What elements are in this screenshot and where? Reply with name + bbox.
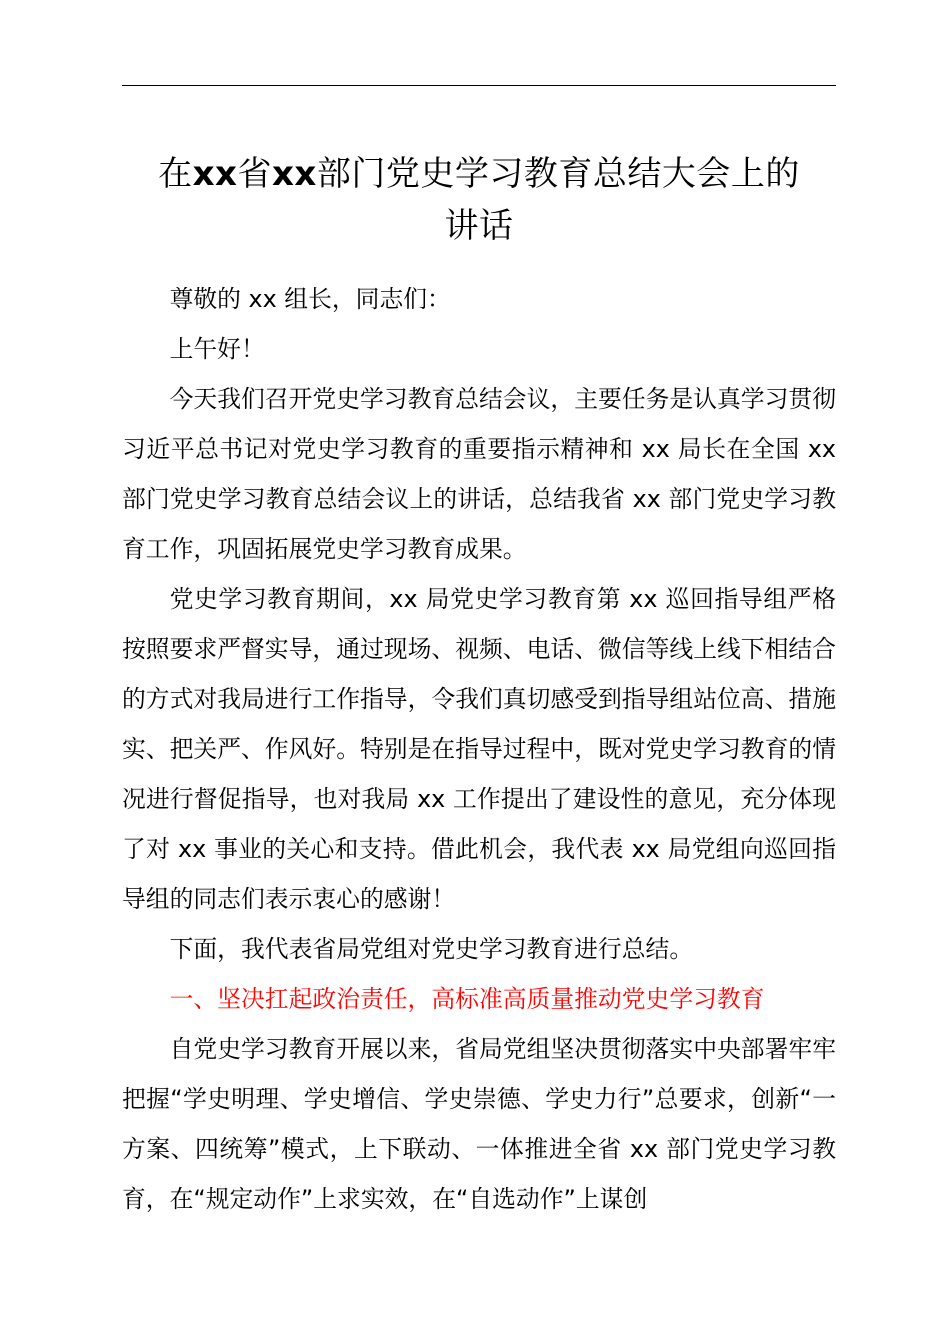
- header-rule: [122, 85, 836, 86]
- paragraph-intro: 今天我们召开党史学习教育总结会议，主要任务是认真学习贯彻习近平总书记对党史学习教育的重要指示精神和 xx 局长在全国 xx 部门党史学习教育总结会议上的讲话，总结我省 xx 部门党史学习教育工作，巩固拓展党史学习教育成果。: [122, 385, 836, 563]
- paragraph-guidance: 党史学习教育期间，xx 局党史学习教育第 xx 巡回指导组严格按照要求严督实导，通过现场、视频、电话、微信等线上线下相结合的方式对我局进行工作指导，令我们真切感受到指导组站位高、措施实、把关严、作风好。特别是在指导过程中，既对党史学习教育的情况进行督促指导，也对我局 xx 工作提出了建设性的意见，充分体现了对 xx 事业的关心和支持。借此机会，我代表 xx 局党组向巡回指导组的同志们表示衷心的感谢！: [122, 585, 836, 913]
- document-title: [122, 148, 836, 252]
- title-placeholder-1: xx: [192, 154, 238, 194]
- title-province: 省: [237, 154, 272, 194]
- section-1-heading: 一、坚决扛起政治责任，高标准高质量推动党史学习教育: [169, 985, 765, 1013]
- salutation: 尊敬的 xx 组长，同志们：: [169, 285, 451, 313]
- title-prefix: 在: [158, 154, 193, 194]
- greeting: 上午好！: [169, 335, 265, 363]
- title-placeholder-2: xx: [272, 154, 317, 194]
- paragraph-transition: 下面，我代表省局党组对党史学习教育进行总结。: [169, 935, 694, 963]
- document-body: [122, 274, 836, 1224]
- title-line-2: 讲话: [444, 206, 514, 246]
- section-1-paragraph: 自党史学习教育开展以来，省局党组坚决贯彻落实中央部署牢牢把握“学史明理、学史增信、学史崇德、学史力行”总要求，创新“一方案、四统筹”模式，上下联动、一体推进全省 xx 部门党史学习教育，在“规定动作”上求实效，在“自选动作”上谋创: [122, 1035, 836, 1213]
- title-rest: 部门党史学习教育总结大会上的: [316, 154, 800, 194]
